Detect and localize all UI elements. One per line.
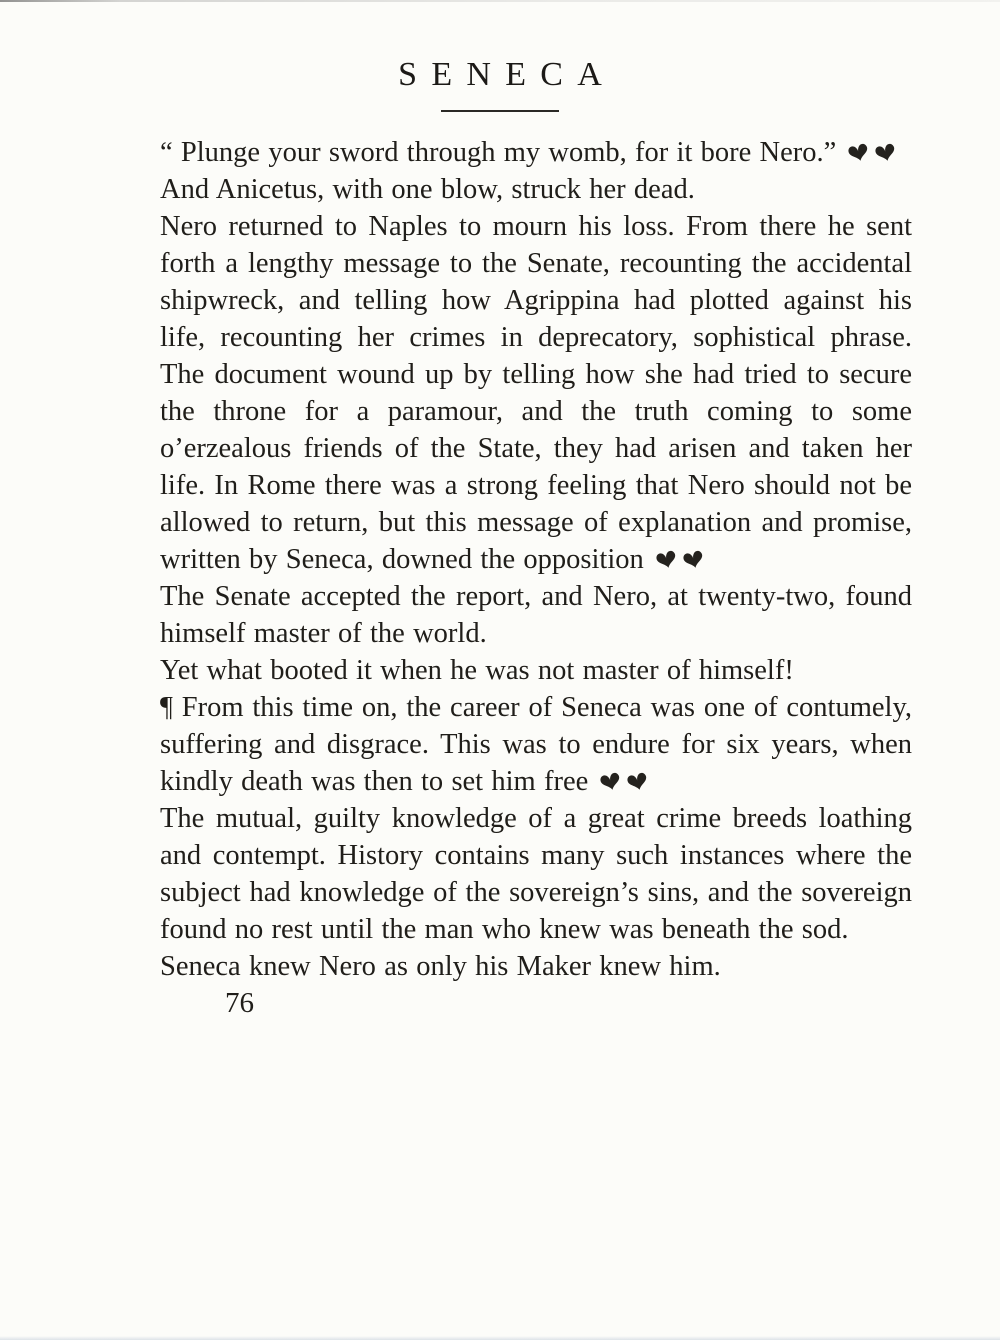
title-rule: [441, 110, 559, 112]
paragraph: [160, 800, 912, 948]
body-text: [160, 134, 912, 985]
paragraph-text: Nero returned to Naples to mourn his loss. From there he sent forth a lengthy message to the Senate, recounting the accidental shipwreck, and telling how Agrippina had plotted against his life, recounting her crimes in deprecatory, sophistical phrase. The document wound up by telling how she had tried to secure the throne for a paramour, and the truth coming to some o’erzealous friends of the State, they had arisen and taken her life. In Rome there was a strong feeling that Nero should not be allowed to return, but this message of explanation and promise, written by Seneca, downed the opposition: [160, 211, 912, 575]
paragraph: [160, 652, 912, 689]
page-number: 76: [225, 987, 254, 1019]
paragraph-text: The Senate accepted the report, and Nero, at twenty-two, found himself master of the world.: [160, 581, 912, 649]
paragraph: [160, 948, 912, 985]
paragraph: [160, 208, 912, 578]
paragraph-text: ¶ From this time on, the career of Seneca was one of contumely, suffering and disgrace. This was to endure for six years, when kindly death was then to set him free: [160, 692, 912, 797]
hedera-leaf-icon: [873, 141, 898, 165]
fleuron-ornament: [656, 544, 710, 575]
fleuron-ornament: [600, 766, 654, 797]
paragraph-text: Seneca knew Nero as only his Maker knew him.: [160, 951, 721, 982]
paragraph-text: And Anicetus, with one blow, struck her dead.: [160, 174, 695, 205]
paragraph-text: Yet what booted it when he was not master of himself!: [160, 655, 794, 686]
page-title: SENECA: [398, 56, 617, 93]
hedera-leaf-icon: [846, 141, 871, 165]
hedera-leaf-icon: [625, 770, 650, 794]
paragraph-text: “ Plunge your sword through my womb, for it bore Nero.”: [160, 137, 837, 168]
paragraph-text: The mutual, guilty knowledge of a great crime breeds loathing and contempt. History contains many such instances where the subject had knowledge of the sovereign’s sins, and the sovereign found no rest until the man who knew was beneath the sod.: [160, 803, 912, 945]
paragraph: [160, 171, 912, 208]
hedera-leaf-icon: [654, 548, 679, 572]
paragraph: [160, 689, 912, 800]
scan-edge-artifact-top: [0, 0, 1000, 2]
fleuron-ornament: [848, 137, 902, 168]
paragraph: [160, 134, 912, 171]
hedera-leaf-icon: [598, 770, 623, 794]
hedera-leaf-icon: [681, 548, 706, 572]
scan-edge-artifact-bottom: [0, 1336, 1000, 1340]
paragraph: [160, 578, 912, 652]
